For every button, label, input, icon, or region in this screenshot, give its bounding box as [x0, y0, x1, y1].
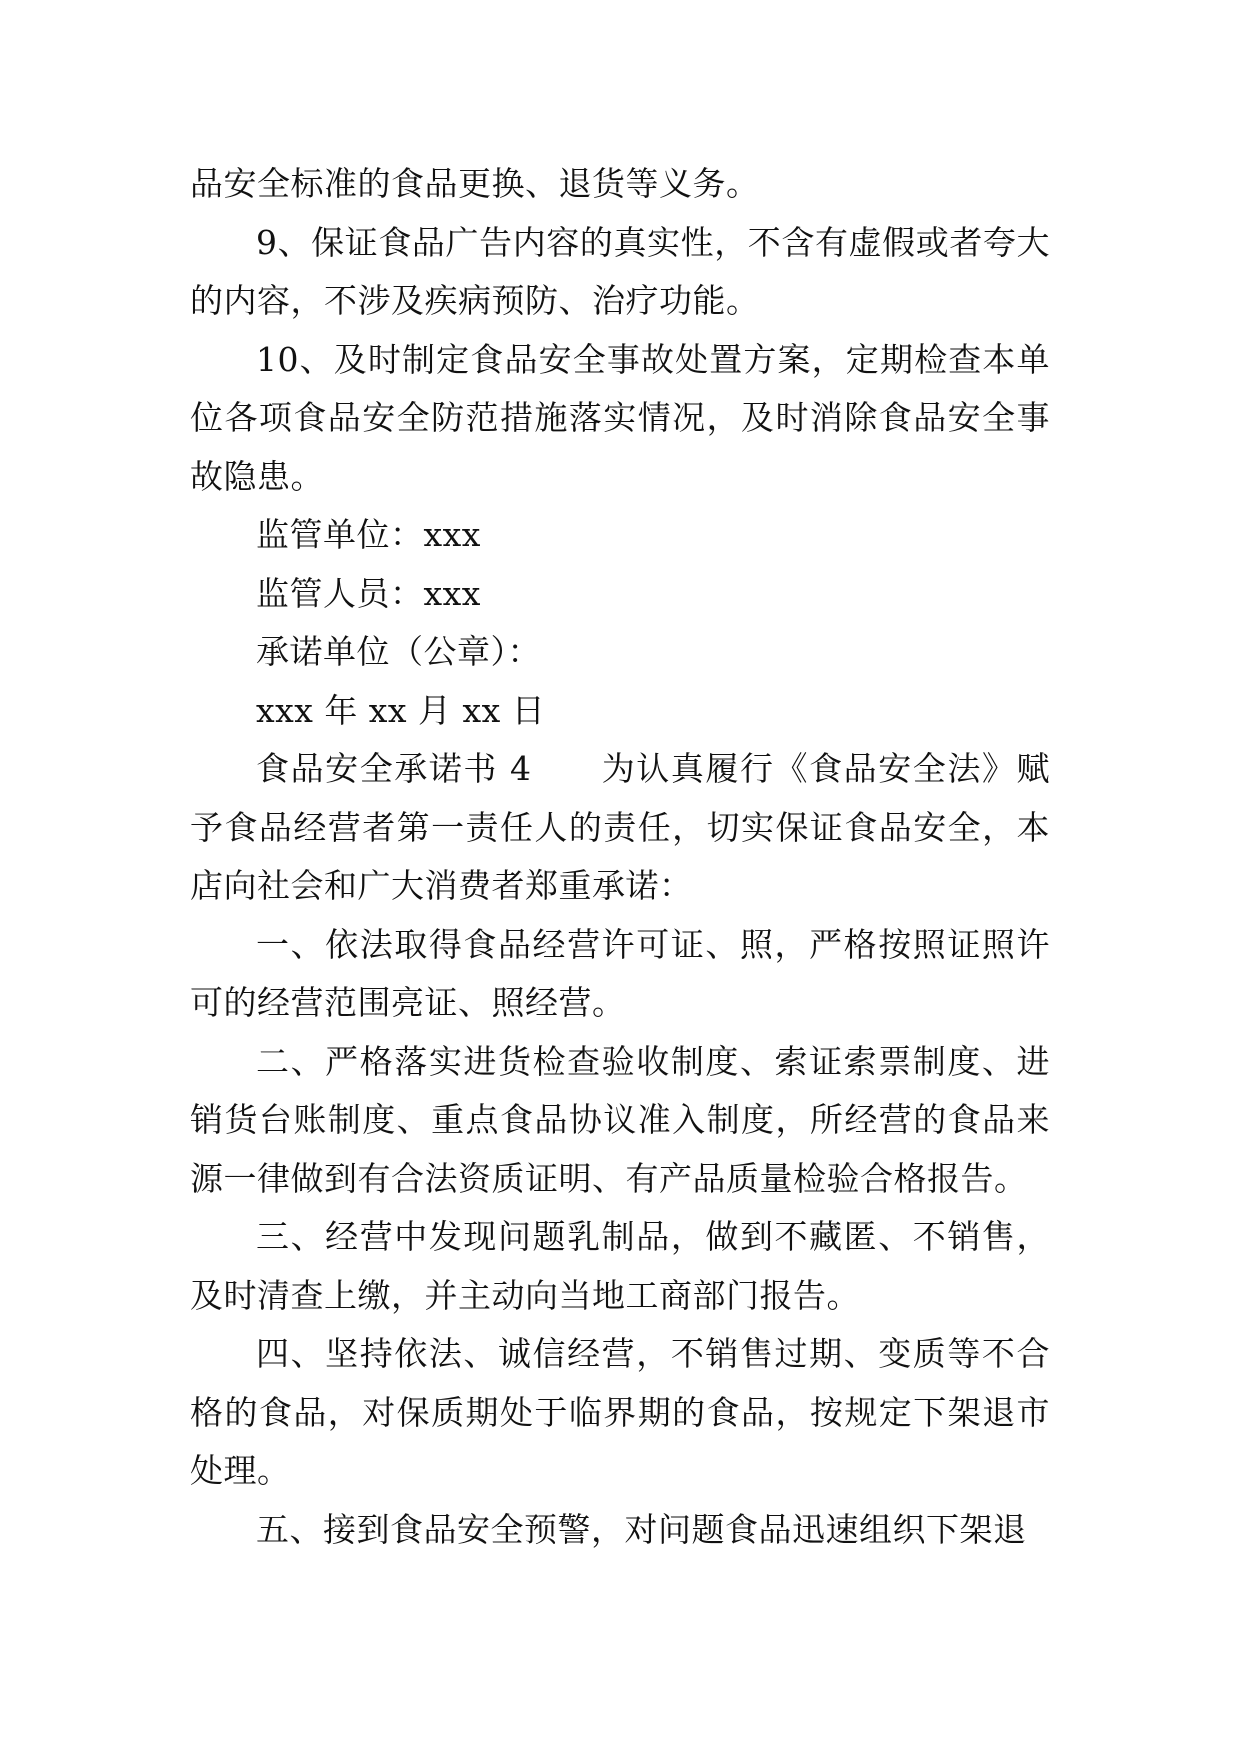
paragraph-item-10: 10、及时制定食品安全事故处置方案，定期检查本单位各项食品安全防范措施落实情况，及时消除食品安全事故隐患。: [190, 339, 1050, 496]
date-line: xxx 年 xx 月 xx 日: [256, 690, 546, 730]
supervising-personnel: 监管人员：xxx: [256, 573, 481, 613]
document-body: [190, 155, 1050, 1559]
supervising-unit: 监管单位：xxx: [256, 515, 481, 554]
commitment-item-3: 三、经营中发现问题乳制品，做到不藏匿、不销售，及时清查上缴，并主动向当地工商部门报告。: [190, 1217, 1050, 1315]
commitment-item-5: 五、接到食品安全预警，对问题食品迅速组织下架退: [256, 1509, 1027, 1549]
commitment-letter-4-intro: 食品安全承诺书 4 为认真履行《食品安全法》赋予食品经营者第一责任人的责任，切实保证食品安全，本店向社会和广大消费者郑重承诺：: [190, 749, 1050, 905]
commitment-item-1: 一、依法取得食品经营许可证、照，严格按照证照许可的经营范围亮证、照经营。: [190, 924, 1050, 1022]
committing-unit-seal: 承诺单位（公章）：: [256, 632, 541, 671]
paragraph-continuation: 品安全标准的食品更换、退货等义务。: [190, 164, 760, 203]
paragraph-item-9: 9、保证食品广告内容的真实性，不含有虚假或者夸大的内容，不涉及疾病预防、治疗功能。: [190, 222, 1050, 320]
commitment-item-4: 四、坚持依法、诚信经营，不销售过期、变质等不合格的食品，对保质期处于临界期的食品，按规定下架退市处理。: [190, 1334, 1050, 1490]
commitment-item-2: 二、严格落实进货检查验收制度、索证索票制度、进销货台账制度、重点食品协议准入制度，所经营的食品来源一律做到有合法资质证明、有产品质量检验合格报告。: [190, 1041, 1050, 1198]
